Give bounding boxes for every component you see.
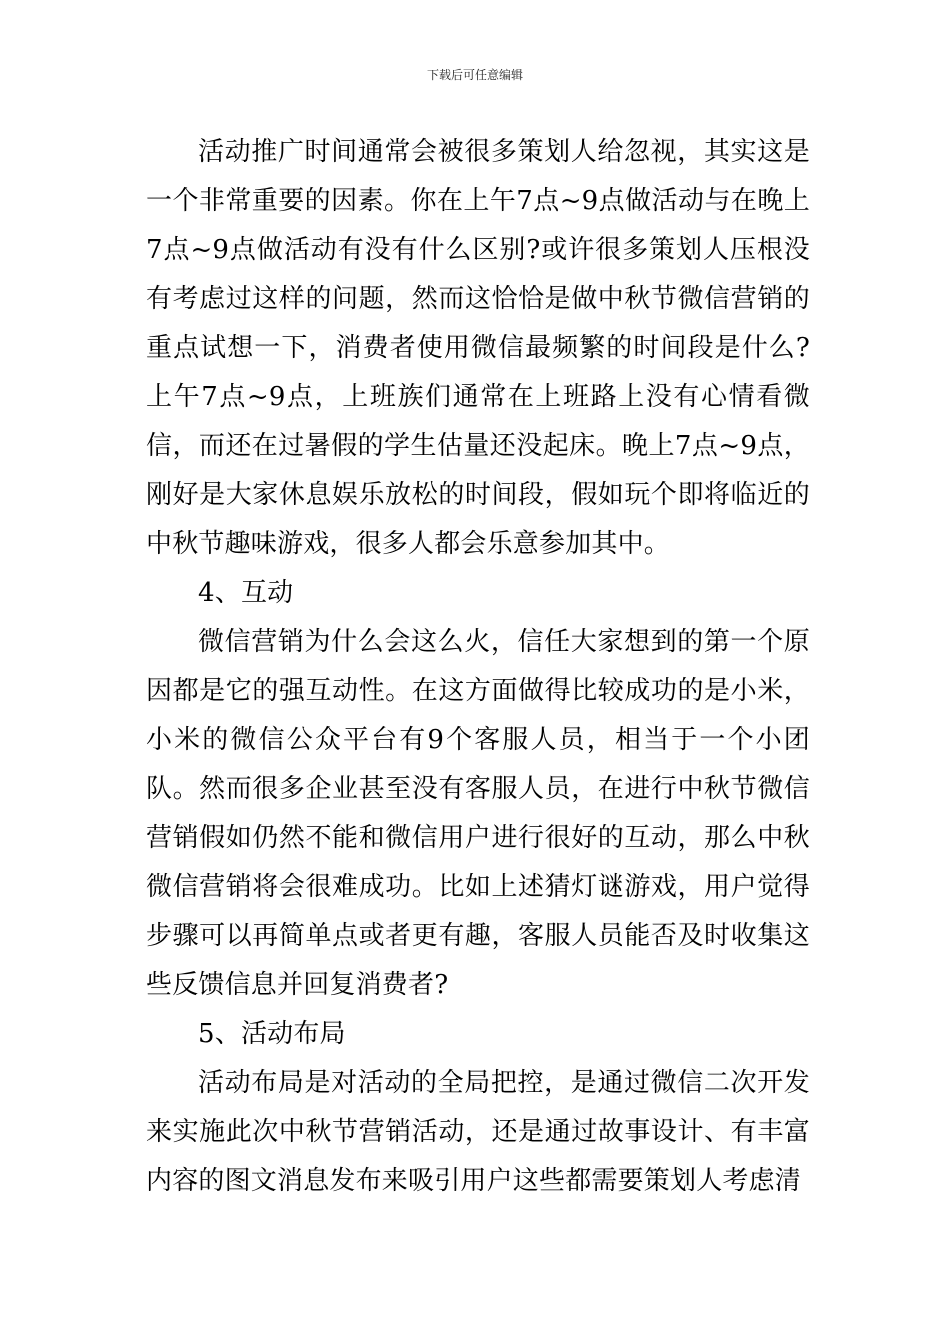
paragraph-interaction: 微信营销为什么会这么火，信任大家想到的第一个原因都是它的强互动性。在这方面做得比较成功的是小米，小米的微信公众平台有9个客服人员，相当于一个小团队。然而很多企业甚至没有客服人员，在进行中秋节微信营销假如仍然不能和微信用户进行很好的互动，那么中秋微信营销将会很难成功。比如上述猜灯谜游戏，用户觉得步骤可以再简单点或者更有趣，客服人员能否及时收集这些反馈信息并回复消费者? <box>146 627 810 1000</box>
section-heading-activity-layout: 5、活动布局 <box>198 1019 346 1049</box>
section-heading-interaction: 4、互动 <box>198 578 294 608</box>
paragraph-promotion-time: 活动推广时间通常会被很多策划人给忽视，其实这是一个非常重要的因素。你在上午7点~9点做活动与在晚上7点~9点做活动有没有什么区别?或许很多策划人压根没有考虑过这样的问题，然而这恰恰是做中秋节微信营销的重点试想一下，消费者使用微信最频繁的时间段是什么?上午7点~9点，上班族们通常在上班路上没有心情看微信，而还在过暑假的学生估量还没起床。晚上7点~9点，刚好是大家休息娱乐放松的时间段，假如玩个即将临近的中秋节趣味游戏，很多人都会乐意参加其中。 <box>146 137 810 559</box>
document-body <box>146 128 810 1206</box>
page-header-note: 下载后可任意编辑 <box>426 68 523 82</box>
paragraph-activity-layout: 活动布局是对活动的全局把控，是通过微信二次开发来实施此次中秋节营销活动，还是通过故事设计、有丰富内容的图文消息发布来吸引用户这些都需要策划人考虑清 <box>146 1068 810 1196</box>
